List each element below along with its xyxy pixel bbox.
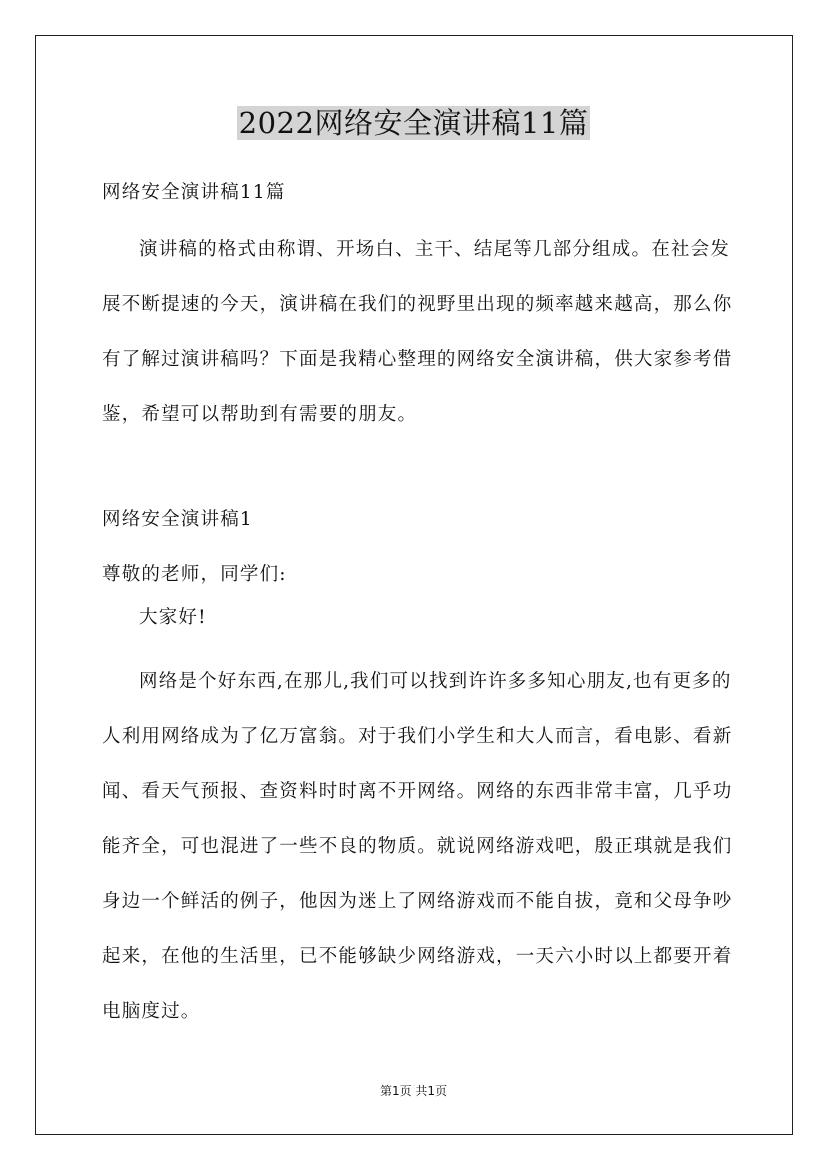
document-title: 2022网络安全演讲稿11篇 [238, 106, 589, 140]
section-heading: 网络安全演讲稿1 [102, 509, 253, 530]
document-title-block [0, 103, 827, 143]
intro-paragraph: 演讲稿的格式由称谓、开场白、主干、结尾等几部分组成。在社会发展不断提速的今天，演讲稿在我们的视野里出现的频率越来越高，那么你有了解过演讲稿吗？下面是我精心整理的网络安全演讲稿，供大家参考借鉴，希望可以帮助到有需要的朋友。 [102, 239, 733, 425]
page-footer: 第1页 共1页 [379, 1084, 448, 1098]
salutation: 尊敬的老师，同学们: [102, 564, 287, 585]
greeting: 大家好! [139, 607, 207, 628]
subtitle: 网络安全演讲稿11篇 [102, 182, 286, 203]
body-paragraph: 网络是个好东西,在那儿,我们可以找到许许多多知心朋友,也有更多的人利用网络成为了亿万富翁。对于我们小学生和大人而言，看电影、看新闻、看天气预报、查资料时时离不开网络。网络的东西非常丰富，几乎功能齐全，可也混进了一些不良的物质。就说网络游戏吧，殷正琪就是我们身边一个鲜活的例子，他因为迷上了网络游戏而不能自拔，竟和父母争吵起来，在他的生活里，已不能够缺少网络游戏，一天六小时以上都要开着电脑度过。 [102, 671, 733, 1022]
